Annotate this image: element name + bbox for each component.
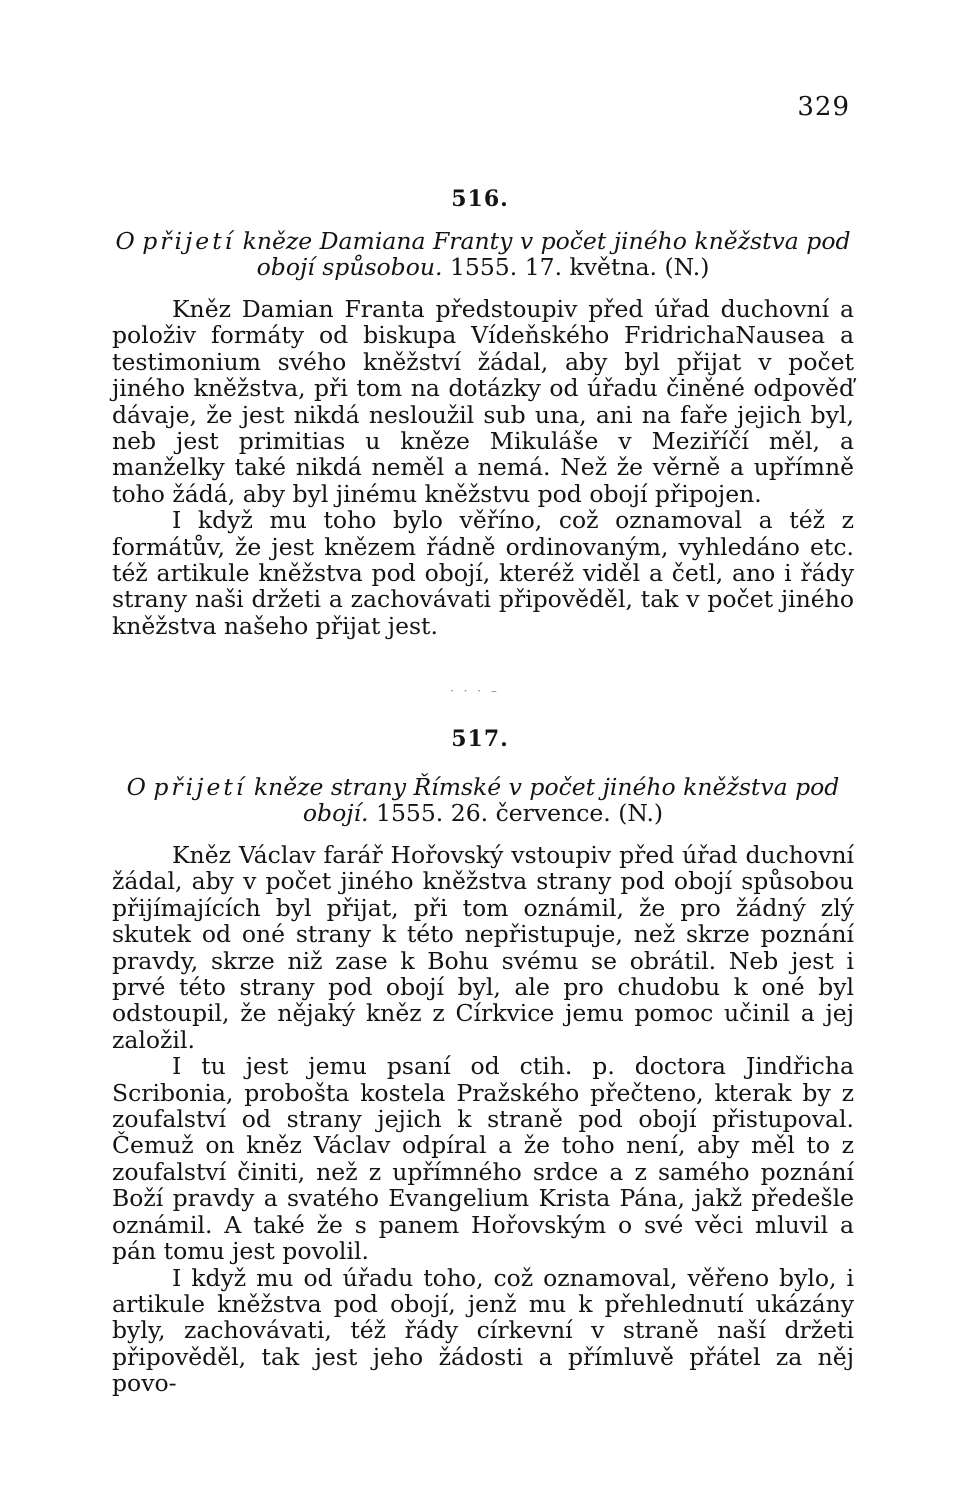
- body-paragraph: I když mu toho bylo věříno, což oznamoval a též z formátův, že jest knězem řádně ordinovaným, vyhledáno etc. též artikule kněžstva pod obojí, kteréž viděl a četl, ano i řády strany naši držeti a zachovávati připověděl, tak v počet jiného kněžstva našeho přijat jest.: [112, 506, 854, 640]
- entry-body: [112, 296, 854, 639]
- heading-prefix: O: [126, 773, 154, 801]
- heading-title: kněze Damiana Franty v počet jiného kněžstva pod obojí spůsobou.: [235, 227, 851, 281]
- entry-heading: [112, 228, 854, 280]
- heading-title: kněze strany Římské v počet jiného kněžstva pod obojí.: [246, 773, 840, 827]
- entry-body: [112, 842, 854, 1397]
- heading-spaced-word: přijetí: [142, 227, 236, 255]
- page-number: 329: [797, 92, 850, 122]
- entry-number: 516.: [451, 186, 509, 212]
- heading-date: 1555. 17. května. (N.): [442, 253, 710, 281]
- entry-heading: [112, 774, 854, 826]
- heading-prefix: O: [115, 227, 143, 255]
- entry-number: 517.: [451, 726, 509, 752]
- heading-date: 1555. 26. července. (N.): [368, 799, 664, 827]
- section-divider: · · · –: [450, 684, 500, 698]
- body-paragraph: I tu jest jemu psaní od ctih. p. doctora Jindřicha Scribonia, probošta kostela Pražského přečteno, kterak by z zoufalství od strany jejich k straně pod obojí přistupoval. Čemuž on kněz Václav odpíral a že toho není, aby měl to z zoufalství činiti, než z upřímného srdce a z samého poznání Boží pravdy a svatého Evangelium Krista Pána, jakž předešle oznámil. A také že s panem Hořovským o své věci mluvil a pán tomu jest povolil.: [112, 1052, 854, 1266]
- body-paragraph: I když mu od úřadu toho, což oznamoval, věřeno bylo, i artikule kněžstva pod obojí, jenž mu k přehlednutí ukázány byly, zachovávati, též řády církevní v straně naší držeti připověděl, tak jest jeho žádosti a přímluvě přátel za něj povo-: [112, 1263, 854, 1398]
- body-paragraph: Kněz Damian Franta předstoupiv před úřad duchovní a položiv formáty od biskupa Vídeňského FridrichaNausea a testimonium svého kněžství žádal, aby byl přijat v počet jiného kněžstva, při tom na dotázky od úřadu činěné odpověď dávaje, že jest nikdá nesloužil sub una, ani na faře jejich byl, neb jest primitias u kněze Mikuláše v Meziříčí měl, a manželky také nikdá neměl a nemá. Než že věrně a upřímně toho žádá, aby byl jinému kněžstvu pod obojí připojen.: [112, 295, 854, 508]
- body-paragraph: Kněz Václav farář Hořovský vstoupiv před úřad duchovní žádal, aby v počet jiného kněžstva strany pod obojí spůsobou přijímajících byl přijat, při tom oznámil, že pro žádný zlý skutek od oné strany k této nepřistupuje, než skrze poznání pravdy, skrze niž zase k Bohu svému se obrátil. Neb jest i prvé této strany pod obojí byl, ale pro chudobu k oné byl odstoupil, že nějaký kněz z Církvice jemu pomoc učinil a jej založil.: [112, 841, 854, 1054]
- heading-spaced-word: přijetí: [153, 773, 247, 801]
